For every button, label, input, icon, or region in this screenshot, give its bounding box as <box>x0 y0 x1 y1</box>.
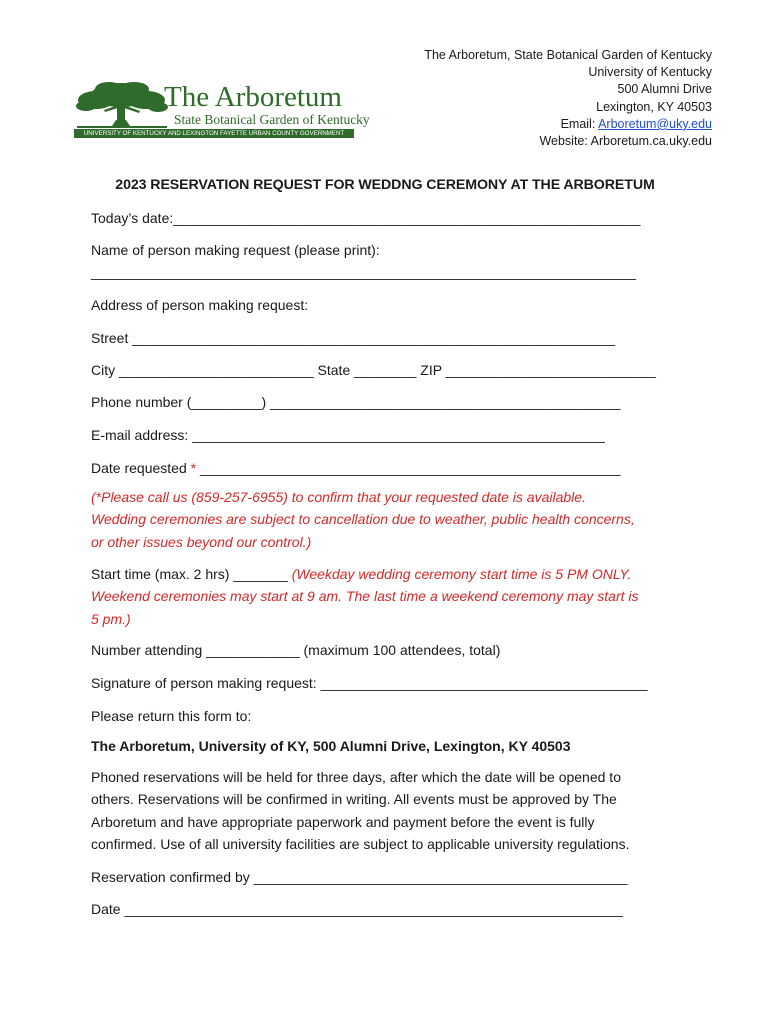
start-time-note-line: Weekend ceremonies may start at 9 am. The last time a weekend ceremony may start is <box>91 588 639 605</box>
email-link[interactable]: Arboretum@uky.edu <box>598 116 712 131</box>
address-label: Address of person making request: <box>91 297 309 313</box>
date-field[interactable]: Date ________________________________________________________________ <box>91 901 623 917</box>
policy-line: confirmed. Use of all university facilities are subject to applicable university regulations. <box>91 835 630 852</box>
email-label: Email: <box>560 116 599 131</box>
name-label: Name of person making request (please print): <box>91 242 380 258</box>
start-time-note-line: (Weekday wedding ceremony start time is 5 PM ONLY. <box>291 566 632 582</box>
call-note-line: (*Please call us (859-257-6955) to confirm that your requested date is available. <box>91 489 586 505</box>
date-requested-line: ______________________________________________________ <box>196 460 621 476</box>
address-email <box>424 116 712 133</box>
street-field[interactable]: Street ______________________________________________________________ <box>91 330 615 346</box>
city-state-zip-field[interactable]: City _________________________ State ________ ZIP ___________________________ <box>91 362 656 378</box>
start-time-field[interactable]: Start time (max. 2 hrs) _______ <box>91 566 292 582</box>
start-time-block <box>91 563 691 630</box>
policy-line: Phoned reservations will be held for three days, after which the date will be opened to <box>91 769 621 785</box>
policy-line: others. Reservations will be confirmed in writing. All events must be approved by The <box>91 791 617 808</box>
return-label: Please return this form to: <box>91 708 252 724</box>
number-attending-field[interactable]: Number attending ____________ (maximum 100 attendees, total) <box>91 642 501 658</box>
address-website: Website: Arboretum.ca.uky.edu <box>539 134 712 149</box>
arboretum-logo <box>74 80 370 140</box>
date-requested-field[interactable] <box>91 458 620 478</box>
email-field[interactable]: E-mail address: _____________________________________________________ <box>91 427 605 443</box>
required-star: * <box>190 460 197 476</box>
form-title: 2023 RESERVATION REQUEST FOR WEDDNG CEREMONY AT THE ARBORETUM <box>115 177 655 193</box>
address-university: University of Kentucky <box>588 65 712 80</box>
policy-line: Arboretum and have appropriate paperwork and payment before the event is fully <box>91 813 595 830</box>
address-street: 500 Alumni Drive <box>617 82 712 97</box>
todays-date-field[interactable]: Today’s date:____________________________________________________________ <box>91 210 641 226</box>
policy-text <box>91 766 691 855</box>
address-org: The Arboretum, State Botanical Garden of Kentucky <box>424 48 712 62</box>
confirmed-by-field[interactable]: Reservation confirmed by ________________________________________________ <box>91 869 628 885</box>
address-city: Lexington, KY 40503 <box>596 99 712 114</box>
header-address <box>424 47 712 150</box>
signature-field[interactable]: Signature of person making request: __________________________________________ <box>91 675 648 691</box>
logo-name: The Arboretum <box>164 81 342 113</box>
return-address: The Arboretum, University of KY, 500 Alumni Drive, Lexington, KY 40503 <box>91 738 571 754</box>
logo-band: UNIVERSITY OF KENTUCKY AND LEXINGTON FAYETTE URBAN COUNTY GOVERNMENT <box>74 129 354 138</box>
date-requested-label: Date requested <box>91 460 191 476</box>
tree-icon <box>74 80 169 130</box>
call-note-line: or other issues beyond our control.) <box>91 533 312 550</box>
call-note-line: Wedding ceremonies are subject to cancellation due to weather, public health concerns, <box>91 511 635 528</box>
call-note <box>91 486 691 553</box>
start-time-note-line: 5 pm.) <box>91 610 131 627</box>
phone-field[interactable]: Phone number (_________) _____________________________________________ <box>91 394 621 410</box>
logo-subtitle: State Botanical Garden of Kentucky <box>174 112 370 127</box>
name-field[interactable]: ______________________________________________________________________ <box>91 264 637 280</box>
